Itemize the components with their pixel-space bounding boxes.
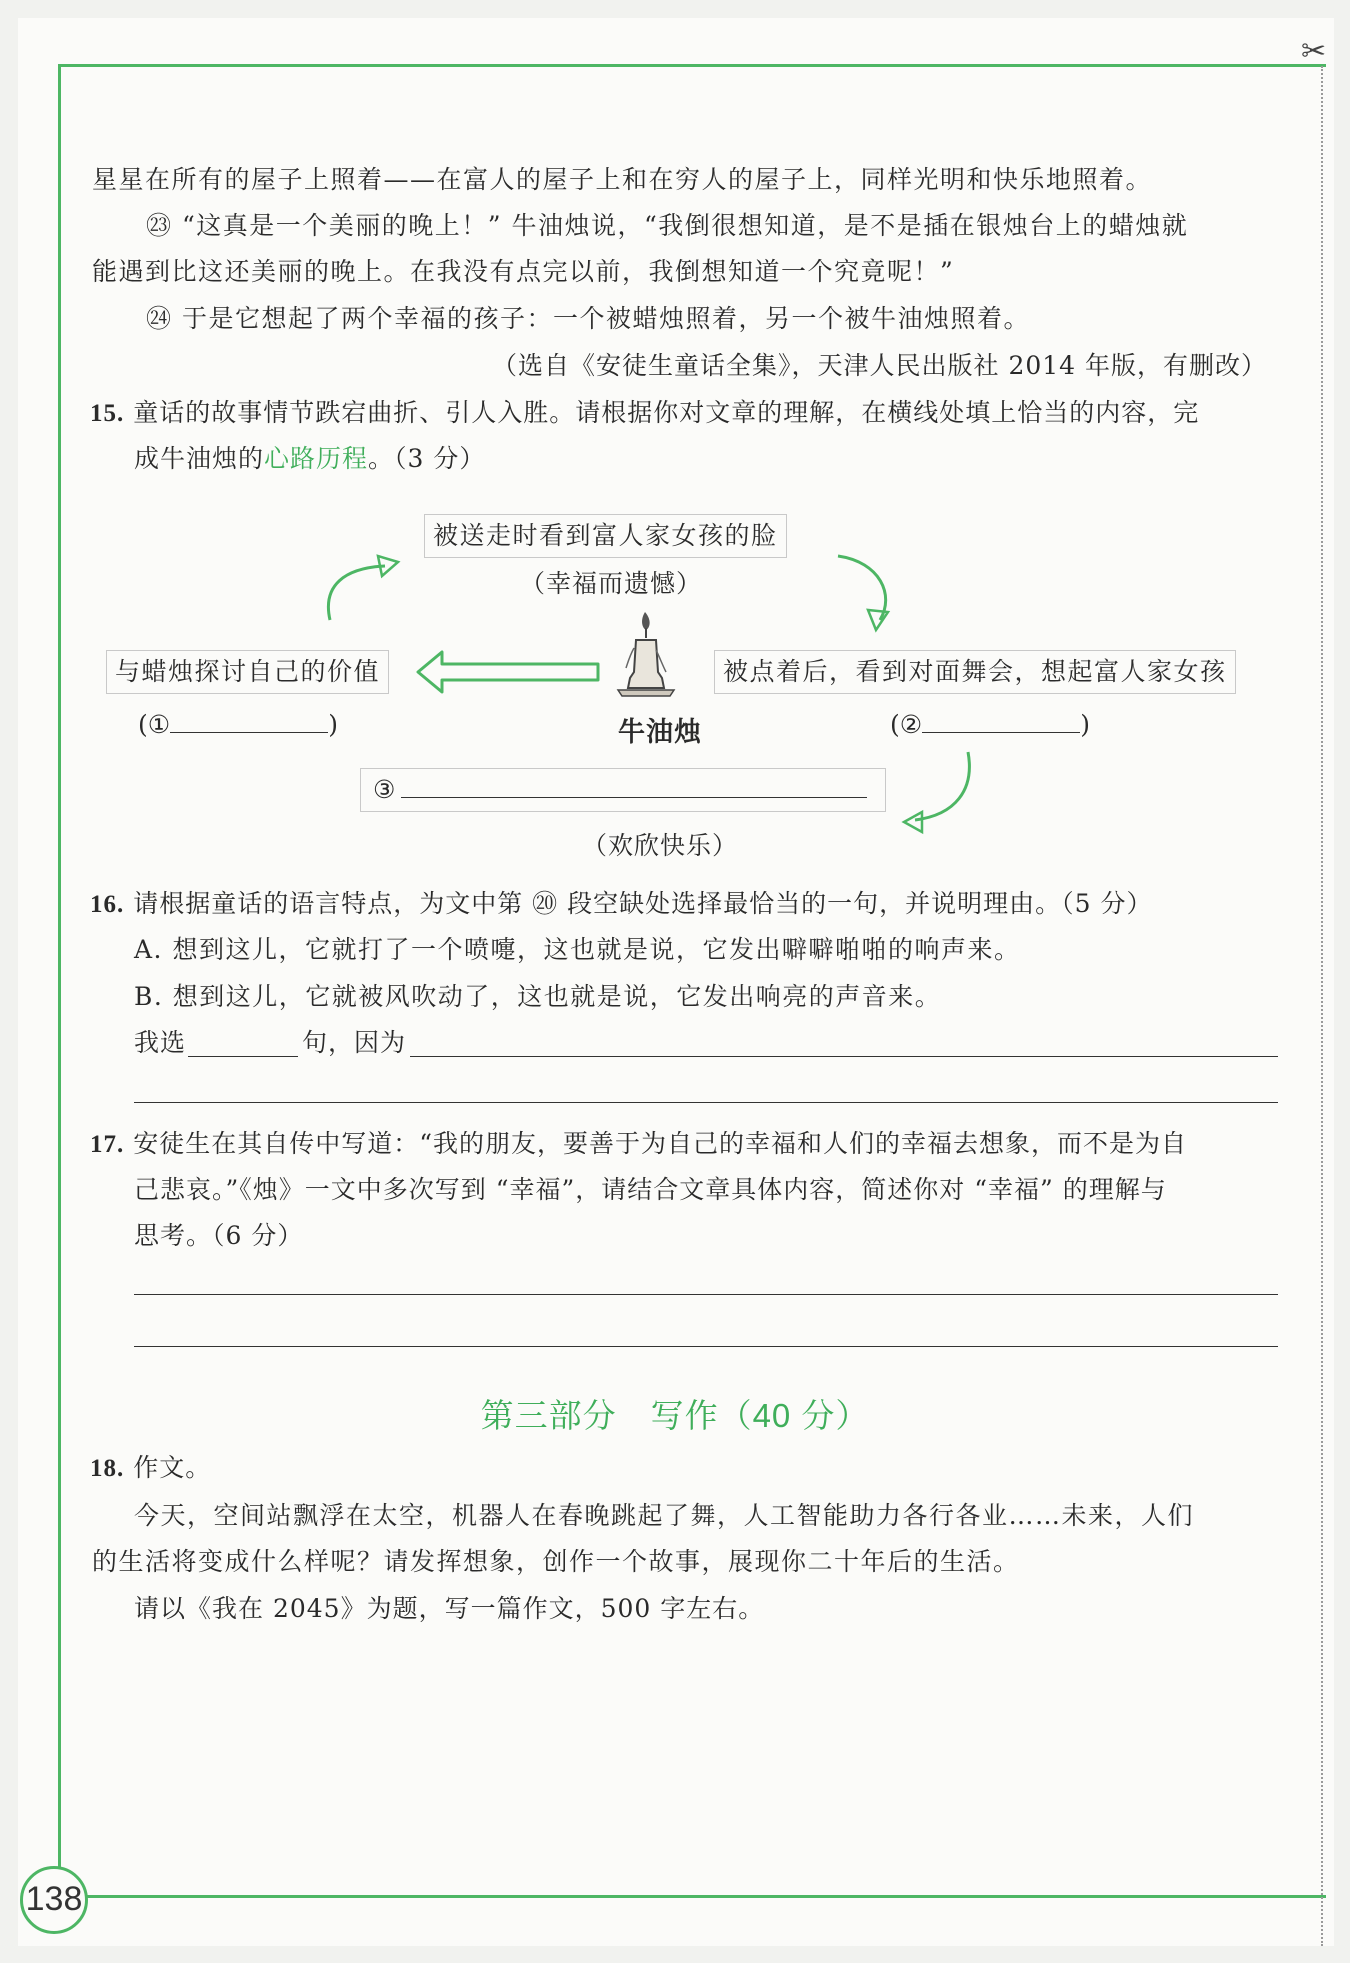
q17-stem-line1 xyxy=(90,1128,1187,1161)
curve-arrow-bottom-right xyxy=(915,752,969,820)
q16-option-a: A. 想到这儿，它就打了一个喷嚏，这也就是说，它发出噼噼啪啪的响声来。 xyxy=(134,935,1021,964)
q15-number: 15. xyxy=(90,400,125,427)
q16-reason-line-2[interactable] xyxy=(134,1102,1278,1103)
blank-3-label: ③ xyxy=(373,775,397,804)
q17-number: 17. xyxy=(90,1131,125,1158)
q15-keyword: 心路历程 xyxy=(264,444,369,473)
q18-number: 18. xyxy=(90,1455,125,1482)
blank-1-line[interactable] xyxy=(170,708,328,733)
q15-diagram-arrows xyxy=(0,0,1350,900)
q17-stem-line3: 思考。（6 分） xyxy=(134,1221,304,1250)
q17-answer-line-2[interactable] xyxy=(134,1346,1278,1347)
passage-source: （选自《安徒生童话全集》，天津人民出版社 2014 年版，有删改） xyxy=(492,351,1268,380)
section-title: 第三部分 写作（40 分） xyxy=(480,1397,870,1434)
passage-line: 星星在所有的屋子上照着——在富人的屋子上和在穷人的屋子上，同样光明和快乐地照着。 xyxy=(92,165,1153,194)
diagram-top-box: 被送走时看到富人家女孩的脸 xyxy=(424,514,787,558)
diagram-left-box: 与蜡烛探讨自己的价值 xyxy=(106,650,389,694)
q16-reason-line-1[interactable] xyxy=(410,1056,1278,1057)
q18-line1: 今天，空间站飘浮在太空，机器人在春晚跳起了舞，人工智能助力各行各业……未来，人们 xyxy=(134,1501,1195,1530)
q16-stem xyxy=(90,888,1152,921)
curve-arrow-top-left xyxy=(328,566,385,620)
q17-answer-line-1[interactable] xyxy=(134,1294,1278,1295)
q18-stem xyxy=(90,1452,211,1485)
q15-line2-pre: 成牛油烛的 xyxy=(134,444,265,473)
q16-text: 请根据童话的语言特点，为文中第 ⑳ 段空缺处选择最恰当的一句，并说明理由。（5 分） xyxy=(133,889,1153,918)
blank-2-line[interactable] xyxy=(922,708,1080,733)
arrowhead-top-right xyxy=(868,610,888,630)
passage-p23-line1: ㉓ “这真是一个美丽的晚上！” 牛油烛说，“我倒很想知道，是不是插在银烛台上的蜡烛就 xyxy=(146,211,1189,240)
page-number: 138 xyxy=(20,1866,88,1934)
q15-text: 童话的故事情节跌宕曲折、引人入胜。请根据你对文章的理解，在横线处填上恰当的内容，完 xyxy=(133,398,1200,427)
candle-icon xyxy=(618,612,674,696)
q16-answer-mid: 句，因为 xyxy=(302,1028,407,1057)
q17-stem-line2: 己悲哀。”《烛》一文中多次写到 “幸福”，请结合文章具体内容，简述你对 “幸福” 的理解与 xyxy=(134,1175,1167,1204)
q18-line3: 请以《我在 2045》为题，写一篇作文，500 字左右。 xyxy=(134,1594,765,1623)
frame-bottom-border xyxy=(58,1895,1326,1898)
diagram-center-label: 牛油烛 xyxy=(618,717,702,747)
blank-1-label: ① xyxy=(147,710,171,739)
q17-text-1: 安徒生在其自传中写道：“我的朋友，要善于为自己的幸福和人们的幸福去想象，而不是为自 xyxy=(133,1129,1187,1158)
q18-title: 作文。 xyxy=(133,1453,212,1482)
diagram-right-box: 被点着后，看到对面舞会，想起富人家女孩 xyxy=(714,650,1236,694)
diagram-left-answer: (① ) xyxy=(138,710,338,739)
diagram-top-emotion: （幸福而遗憾） xyxy=(520,569,703,598)
q16-option-b: B. 想到这儿，它就被风吹动了，这也就是说，它发出响亮的声音来。 xyxy=(134,982,942,1011)
q16-choice-blank[interactable] xyxy=(188,1056,298,1057)
diagram-bottom-emotion: （欢欣快乐） xyxy=(582,831,739,860)
scissors-icon: ✂ xyxy=(1301,34,1327,69)
big-left-arrow xyxy=(418,652,598,692)
diagram-bottom-box xyxy=(360,768,886,812)
q15-score: 。（3 分） xyxy=(368,444,486,473)
diagram-right-answer: (② ) xyxy=(890,710,1090,739)
q16-answer-prefix: 我选 xyxy=(134,1028,187,1057)
blank-3-line[interactable] xyxy=(401,773,867,798)
q16-number: 16. xyxy=(90,891,125,918)
arrowhead-bottom-right xyxy=(904,812,922,832)
q18-line2: 的生活将变成什么样呢？请发挥想象，创作一个故事，展现你二十年后的生活。 xyxy=(92,1547,1020,1576)
passage-p23-line2: 能遇到比这还美丽的晚上。在我没有点完以前，我倒想知道一个究竟呢！” xyxy=(92,257,955,286)
blank-2-label: ② xyxy=(899,710,923,739)
passage-p24: ㉔ 于是它想起了两个幸福的孩子：一个被蜡烛照着，另一个被牛油烛照着。 xyxy=(146,304,1030,333)
arrowhead-top-left xyxy=(378,556,398,576)
